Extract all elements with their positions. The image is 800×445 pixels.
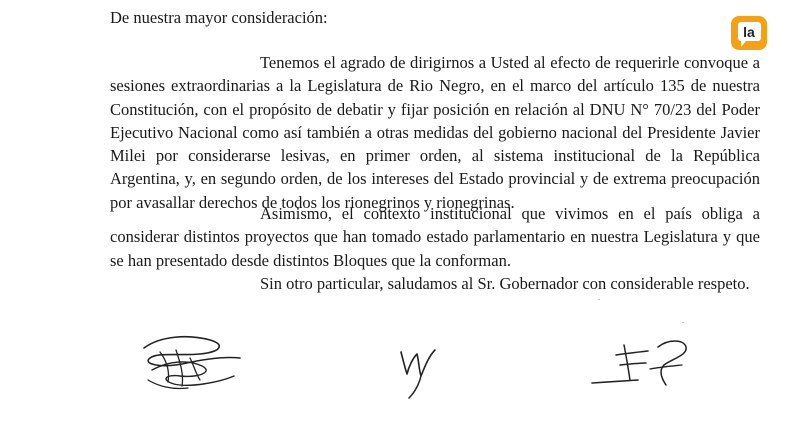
- logo-text: la: [743, 23, 755, 40]
- signature-2: [395, 340, 440, 402]
- paragraph-closing: Sin otro particular, saludamos al Sr. Gobernador con considerable respeto.: [260, 274, 750, 293]
- scan-artifact: [598, 299, 600, 300]
- paragraph-context: Asimismo, el contexto institucional que vivimos en el país obliga a considerar distintos proyectos que han tomado estado parlamentario en nuestra Legislatura y que se han presentado desde distintos Bloques que la conforman.: [110, 204, 760, 270]
- paragraph-request: Tenemos el agrado de dirigirnos a Usted al efecto de requerirle convoque a sesiones extraordinarias a la Legislatura de Rio Negro, en el marco del artículo 135 de nuestra Constitución, con el propósito de debatir y fijar posición en relación al DNU N° 70/23 del Poder Ejecutivo Nacional como así también a otras medidas del gobierno nacional del Presidente Javier Milei por considerarse lesivas, en primer orden, al sistema institucional de la República Argentina, y, en segundo orden, de los intereses del Estado provincial y de extrema preocupación por avasallar derechos de todos los rionegrinos y rionegrinas.: [110, 53, 760, 212]
- signature-3: [588, 335, 698, 395]
- chat-bubble-icon: [738, 22, 761, 41]
- signature-1: [130, 330, 250, 395]
- logo-badge: [731, 16, 767, 50]
- scan-artifact: [682, 322, 684, 323]
- salutation: De nuestra mayor consideración:: [110, 8, 328, 27]
